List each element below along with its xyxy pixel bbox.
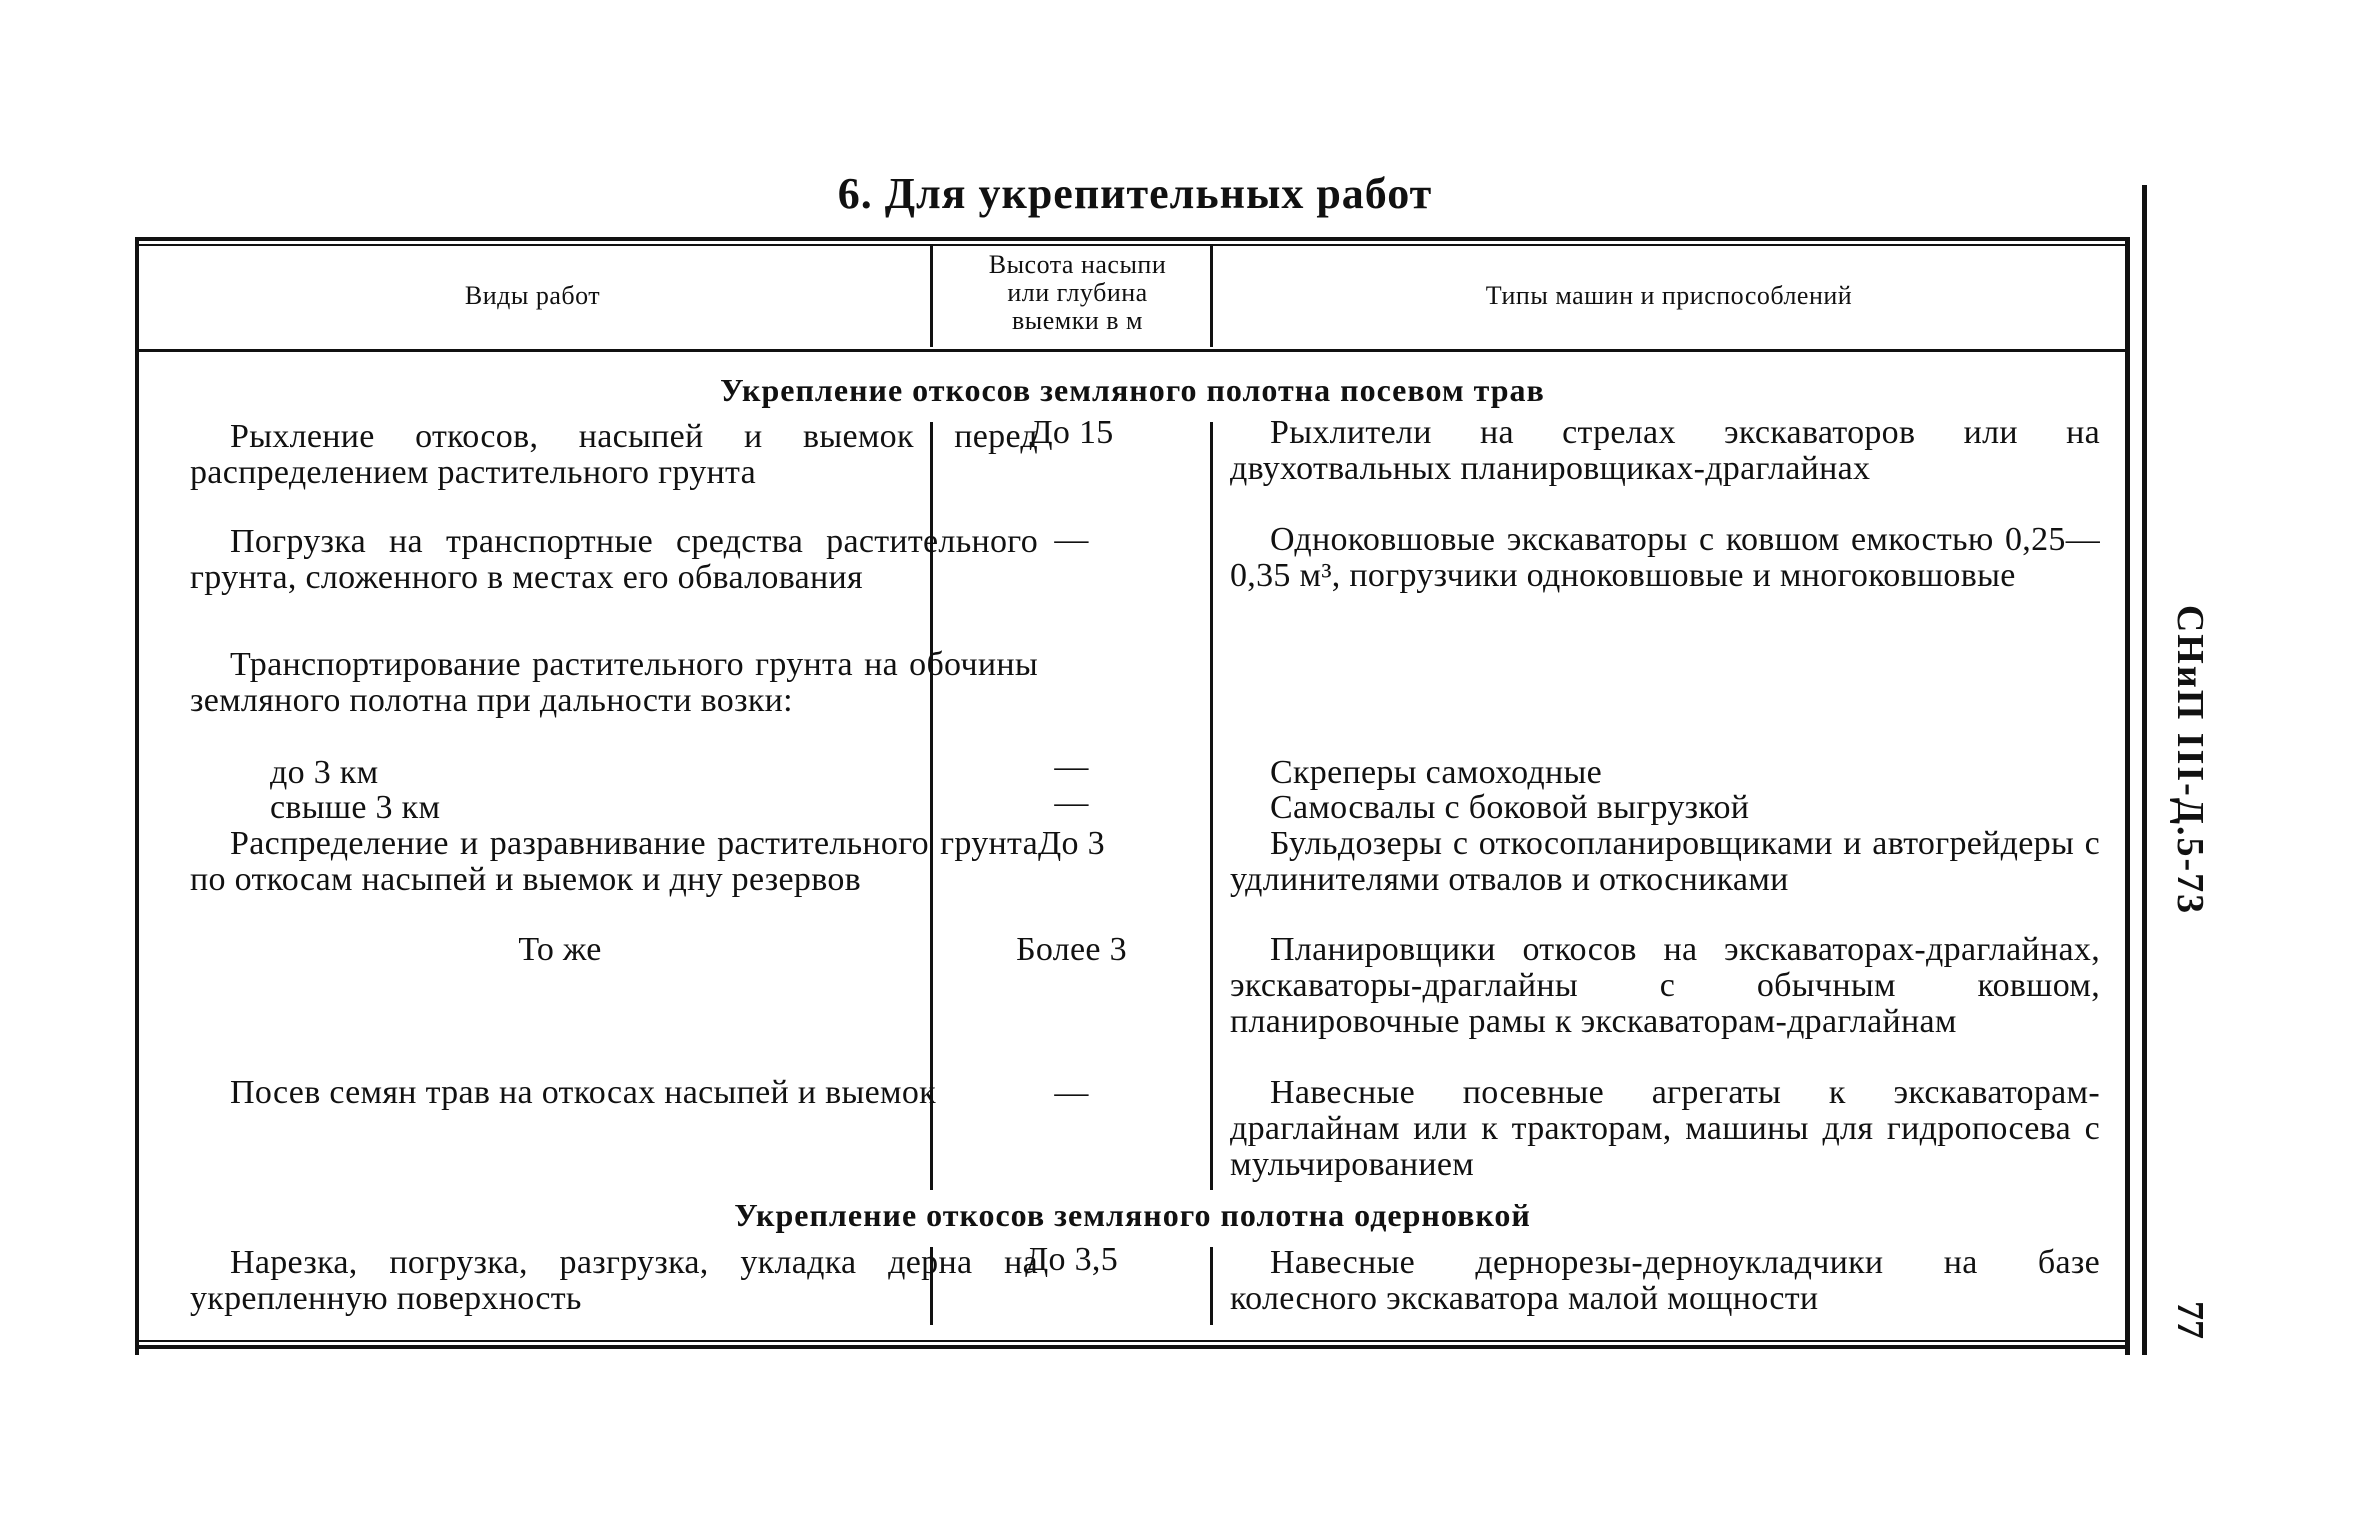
table-row-height: —: [1054, 748, 1089, 785]
table-row-machine: Навесные посевные агрегаты к экскаваторам-драглайнам или к тракторам, машины для гидропосева с мульчированием: [1230, 1074, 2100, 1183]
table-row-height: До 3: [1038, 825, 1105, 862]
header-machine-types: Типы машин и приспособлений: [1485, 281, 1853, 310]
table-row-work: Распределение и разравнивание растительного грунта по откосам насыпей и выемок и дну резервов: [190, 825, 1038, 898]
table-bottom-rule: [135, 1345, 2130, 1349]
table-row-work: Нарезка, погрузка, разгрузка, укладка дерна на укрепленную поверхность: [190, 1244, 1038, 1317]
table-row-machine: Одноковшовые экскаваторы с ковшом емкостью 0,25—0,35 м³, погрузчики одноковшовые и многоковшовые: [1230, 521, 2100, 594]
page-number: 77: [2169, 1301, 2211, 1339]
table-top-rule: [135, 237, 2130, 241]
table-row-work: Транспортирование растительного грунта на обочины земляного полотна при дальности возки:: [190, 646, 1038, 719]
side-rule: [2142, 185, 2147, 1355]
table-row-machine: Планировщики откосов на экскаваторах-драглайнах, экскаваторы-драглайны с обычным ковшом, планировочные рамы к экскаваторам-драглайнам: [1230, 931, 2100, 1040]
header-height: Высота насыпи или глубина выемки в м: [988, 250, 1167, 335]
table-row-work: Погрузка на транспортные средства растительного грунта, сложенного в местах его обвалования: [190, 523, 1038, 596]
table-row-work: Посев семян трав на откосах насыпей и выемок: [230, 1074, 936, 1111]
table-row-machine: Навесные дернорезы-дерноукладчики на базе колесного экскаватора малой мощности: [1230, 1244, 2100, 1317]
section-title-turfing: Укрепление откосов земляного полотна одерновкой: [734, 1197, 1531, 1233]
table-row-machine: Бульдозеры с откосопланировщиками и автогрейдеры с удлинителями отвалов и откосниками: [1230, 825, 2100, 898]
table-row-work: То же: [518, 931, 602, 968]
table-row-work: до 3 км: [270, 754, 379, 791]
header-col-sep-1: [930, 244, 933, 347]
table-row-machine: Самосвалы с боковой выгрузкой: [1270, 789, 1750, 826]
machines-table: [135, 237, 2130, 1355]
section-title-seeding: Укрепление откосов земляного полотна посевом трав: [720, 372, 1545, 408]
table-row-machine: Рыхлители на стрелах экскаваторов или на двухотвальных планировщиках-драглайнах: [1230, 414, 2100, 487]
table-row-height: —: [1054, 1074, 1089, 1111]
section2-col-sep-2: [1210, 1247, 1213, 1325]
table-row-height: До 3,5: [1025, 1241, 1118, 1278]
table-row-height: —: [1054, 784, 1089, 821]
table-row-work: свыше 3 км: [270, 789, 441, 826]
section1-col-sep-2: [1210, 422, 1213, 1190]
standard-code-label: СНиП III-Д.5-73: [2169, 604, 2211, 916]
header-work-type: Виды работ: [464, 281, 601, 310]
page-title: 6. Для укрепительных работ: [837, 169, 1433, 218]
table-row-height: Более 3: [1016, 931, 1127, 968]
table-row-work: Рыхление откосов, насыпей и выемок перед распределением растительного грунта: [190, 418, 1038, 491]
table-row-height: —: [1054, 521, 1089, 558]
table-row-height: До 15: [1029, 414, 1114, 451]
header-bottom-rule: [135, 349, 2130, 352]
table-row-machine: Скреперы самоходные: [1270, 754, 1603, 791]
table-bottom-rule-thin: [135, 1340, 2130, 1342]
table-top-rule-thin: [135, 244, 2130, 246]
